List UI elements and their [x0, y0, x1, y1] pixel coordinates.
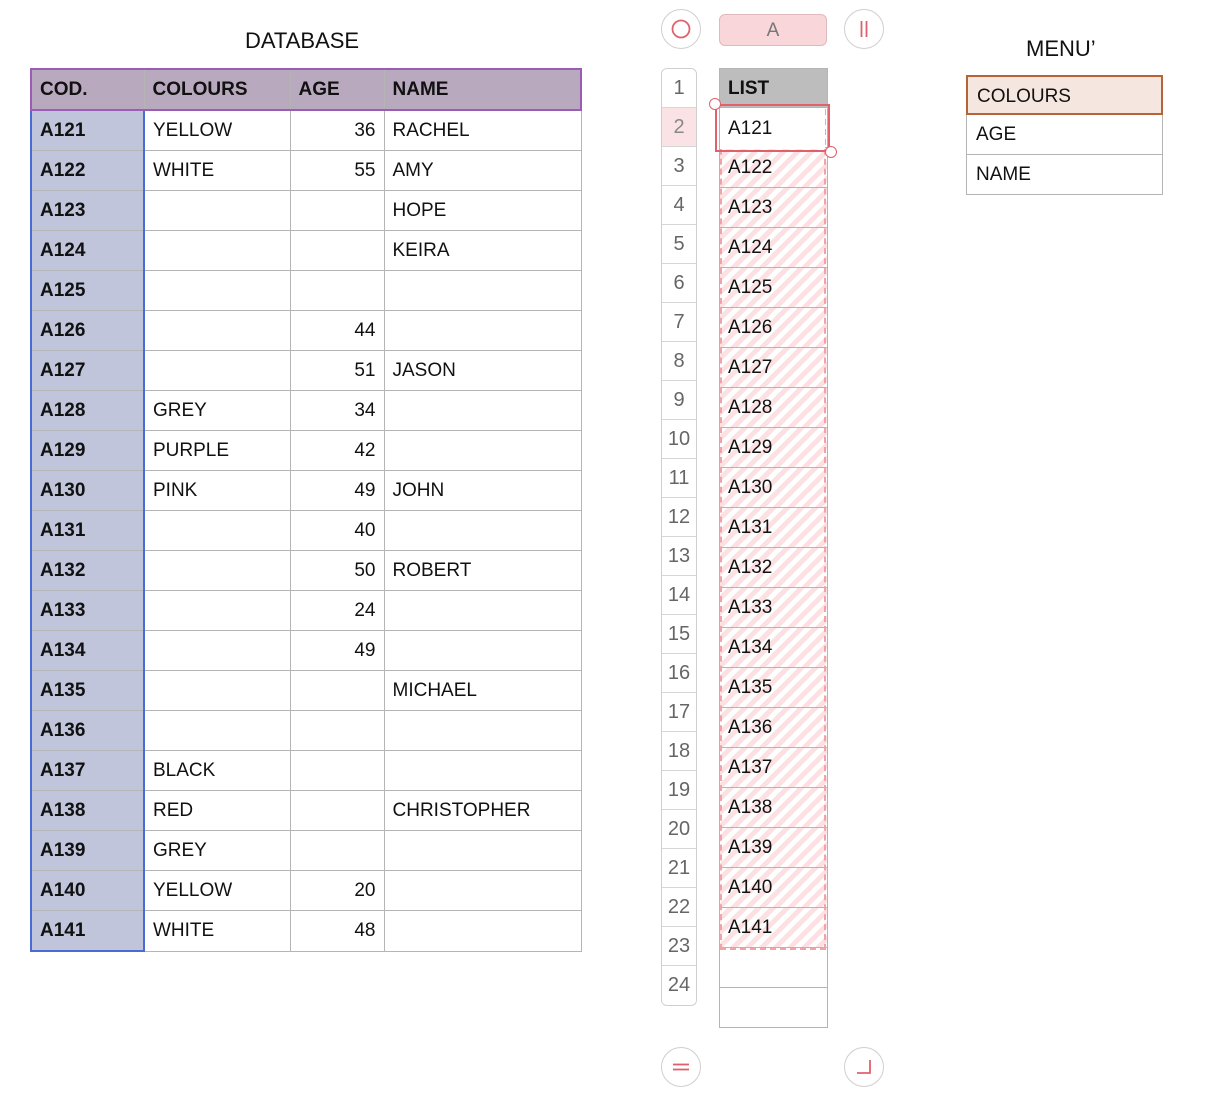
- list-cell[interactable]: A132: [719, 548, 828, 588]
- cell-age[interactable]: 51: [290, 351, 384, 391]
- cell-age[interactable]: 34: [290, 391, 384, 431]
- cell-age[interactable]: 44: [290, 311, 384, 351]
- cell-code[interactable]: A126: [31, 311, 144, 351]
- header-colours[interactable]: COLOURS: [144, 69, 290, 110]
- cell-name[interactable]: AMY: [384, 151, 581, 191]
- cell-age[interactable]: [290, 831, 384, 871]
- row-number[interactable]: 19: [662, 771, 696, 810]
- cell-colour[interactable]: GREY: [144, 831, 290, 871]
- list-cell[interactable]: A137: [719, 748, 828, 788]
- list-cell[interactable]: A140: [719, 868, 828, 908]
- table-row: [31, 551, 581, 591]
- cell-code[interactable]: A133: [31, 591, 144, 631]
- cell-age[interactable]: [290, 711, 384, 751]
- table-row: [31, 911, 581, 952]
- cell-name[interactable]: [384, 311, 581, 351]
- pause-button[interactable]: [844, 9, 884, 49]
- cell-colour[interactable]: PINK: [144, 471, 290, 511]
- list-cell[interactable]: A129: [719, 428, 828, 468]
- list-cell[interactable]: A125: [719, 268, 828, 308]
- database-title: DATABASE: [245, 28, 360, 53]
- cell-colour[interactable]: [144, 231, 290, 271]
- cell-colour[interactable]: [144, 591, 290, 631]
- list-cell[interactable]: A126: [719, 308, 828, 348]
- cell-colour[interactable]: [144, 271, 290, 311]
- row-number[interactable]: 20: [662, 810, 696, 849]
- list-cell[interactable]: A128: [719, 388, 828, 428]
- cell-age[interactable]: 49: [290, 631, 384, 671]
- row-number[interactable]: 15: [662, 615, 696, 654]
- table-row: [31, 511, 581, 551]
- selection-handle-start[interactable]: [709, 98, 721, 110]
- menu-item-age[interactable]: AGE: [966, 115, 1163, 155]
- cell-name[interactable]: CHRISTOPHER: [384, 791, 581, 831]
- row-number[interactable]: 22: [662, 888, 696, 927]
- cell-colour[interactable]: WHITE: [144, 151, 290, 191]
- cell-name[interactable]: [384, 911, 581, 952]
- cell-age[interactable]: [290, 671, 384, 711]
- cell-code[interactable]: A135: [31, 671, 144, 711]
- table-row: [31, 831, 581, 871]
- header-age[interactable]: AGE: [290, 69, 384, 110]
- cell-name[interactable]: HOPE: [384, 191, 581, 231]
- cell-code[interactable]: A128: [31, 391, 144, 431]
- pause-icon: [853, 18, 875, 40]
- table-row: [31, 791, 581, 831]
- list-cell[interactable]: A130: [719, 468, 828, 508]
- list-cell-empty[interactable]: [719, 948, 828, 988]
- cell-name[interactable]: [384, 871, 581, 911]
- table-row: [31, 711, 581, 751]
- cell-code[interactable]: A132: [31, 551, 144, 591]
- table-row: [31, 231, 581, 271]
- cell-colour[interactable]: [144, 311, 290, 351]
- table-row: [31, 631, 581, 671]
- cell-age[interactable]: 42: [290, 431, 384, 471]
- cell-code[interactable]: A122: [31, 151, 144, 191]
- table-row: [31, 351, 581, 391]
- table-row: [31, 271, 581, 311]
- cell-age[interactable]: 36: [290, 110, 384, 151]
- cell-age[interactable]: 24: [290, 591, 384, 631]
- row-number[interactable]: 9: [662, 381, 696, 420]
- list-cell[interactable]: A124: [719, 228, 828, 268]
- header-name[interactable]: NAME: [384, 69, 581, 110]
- list-cell[interactable]: A131: [719, 508, 828, 548]
- cell-code[interactable]: A140: [31, 871, 144, 911]
- list-cell[interactable]: A136: [719, 708, 828, 748]
- row-number[interactable]: 8: [662, 342, 696, 381]
- circle-icon: [670, 18, 692, 40]
- cell-code[interactable]: A125: [31, 271, 144, 311]
- table-row: [31, 431, 581, 471]
- cell-age[interactable]: [290, 791, 384, 831]
- row-number[interactable]: 18: [662, 732, 696, 771]
- cell-age[interactable]: 50: [290, 551, 384, 591]
- cell-name[interactable]: [384, 711, 581, 751]
- list-cell-empty[interactable]: [719, 988, 828, 1028]
- table-row: [31, 191, 581, 231]
- row-number[interactable]: 24: [662, 966, 696, 1005]
- row-number[interactable]: 10: [662, 420, 696, 459]
- menu-list: [966, 75, 1163, 195]
- corner-icon: [853, 1056, 875, 1078]
- cell-colour[interactable]: WHITE: [144, 911, 290, 952]
- cell-colour[interactable]: [144, 631, 290, 671]
- cell-name[interactable]: [384, 391, 581, 431]
- cell-code[interactable]: A138: [31, 791, 144, 831]
- cell-name[interactable]: [384, 831, 581, 871]
- cell-colour[interactable]: [144, 511, 290, 551]
- row-number[interactable]: 23: [662, 927, 696, 966]
- cell-colour[interactable]: BLACK: [144, 751, 290, 791]
- cell-age[interactable]: 40: [290, 511, 384, 551]
- row-number[interactable]: 7: [662, 303, 696, 342]
- cell-age[interactable]: 49: [290, 471, 384, 511]
- cell-colour[interactable]: PURPLE: [144, 431, 290, 471]
- cell-age[interactable]: [290, 231, 384, 271]
- cell-name[interactable]: JOHN: [384, 471, 581, 511]
- list-cell[interactable]: A141: [719, 908, 828, 948]
- row-number[interactable]: 13: [662, 537, 696, 576]
- list-cell[interactable]: A134: [719, 628, 828, 668]
- cell-colour[interactable]: YELLOW: [144, 110, 290, 151]
- cell-code[interactable]: A134: [31, 631, 144, 671]
- equals-icon: [670, 1056, 692, 1078]
- cell-code[interactable]: A127: [31, 351, 144, 391]
- row-number[interactable]: 12: [662, 498, 696, 537]
- row-number-selected[interactable]: 2: [662, 108, 696, 147]
- menu-item-name[interactable]: NAME: [966, 155, 1163, 195]
- cell-age[interactable]: 55: [290, 151, 384, 191]
- header-cod[interactable]: COD.: [31, 69, 144, 110]
- cell-name[interactable]: [384, 431, 581, 471]
- cell-code[interactable]: A129: [31, 431, 144, 471]
- cell-colour[interactable]: RED: [144, 791, 290, 831]
- list-cell[interactable]: A122: [719, 148, 828, 188]
- list-cell[interactable]: A127: [719, 348, 828, 388]
- row-number[interactable]: 16: [662, 654, 696, 693]
- table-row: [31, 311, 581, 351]
- table-row: [31, 671, 581, 711]
- cell-name[interactable]: [384, 751, 581, 791]
- cell-code[interactable]: A130: [31, 471, 144, 511]
- list-cell[interactable]: A139: [719, 828, 828, 868]
- row-number[interactable]: 3: [662, 147, 696, 186]
- cell-code[interactable]: A139: [31, 831, 144, 871]
- table-row: [31, 151, 581, 191]
- cell-name[interactable]: [384, 631, 581, 671]
- cell-code[interactable]: A124: [31, 231, 144, 271]
- cell-colour[interactable]: YELLOW: [144, 871, 290, 911]
- list-cell[interactable]: A123: [719, 188, 828, 228]
- cell-colour[interactable]: [144, 351, 290, 391]
- selection-handle-end[interactable]: [825, 146, 837, 158]
- cell-name[interactable]: JASON: [384, 351, 581, 391]
- table-row: [31, 110, 581, 151]
- cell-name[interactable]: [384, 511, 581, 551]
- database-table: [30, 68, 582, 952]
- cell-name[interactable]: KEIRA: [384, 231, 581, 271]
- column-header-a[interactable]: A: [719, 14, 827, 46]
- table-row: [31, 751, 581, 791]
- row-number[interactable]: 5: [662, 225, 696, 264]
- corner-button[interactable]: [844, 1047, 884, 1087]
- table-row: [31, 591, 581, 631]
- cell-age[interactable]: 20: [290, 871, 384, 911]
- cell-age[interactable]: 48: [290, 911, 384, 952]
- row-number[interactable]: 4: [662, 186, 696, 225]
- cell-colour[interactable]: [144, 711, 290, 751]
- cell-code[interactable]: A121: [31, 110, 144, 151]
- cell-age[interactable]: [290, 751, 384, 791]
- list-cell[interactable]: A135: [719, 668, 828, 708]
- list-column: [719, 68, 828, 1028]
- cell-name[interactable]: ROBERT: [384, 551, 581, 591]
- list-cell[interactable]: A138: [719, 788, 828, 828]
- cell-code[interactable]: A136: [31, 711, 144, 751]
- table-row: [31, 471, 581, 511]
- cell-name[interactable]: RACHEL: [384, 110, 581, 151]
- list-cell[interactable]: A133: [719, 588, 828, 628]
- cell-colour[interactable]: [144, 191, 290, 231]
- circle-button[interactable]: [661, 9, 701, 49]
- row-number[interactable]: 21: [662, 849, 696, 888]
- cell-age[interactable]: [290, 191, 384, 231]
- menu-item-colours[interactable]: COLOURS: [966, 75, 1163, 115]
- row-number-column: [661, 68, 697, 1006]
- cell-colour[interactable]: GREY: [144, 391, 290, 431]
- row-number[interactable]: 11: [662, 459, 696, 498]
- cell-code[interactable]: A131: [31, 511, 144, 551]
- menu-title: MENU’: [1026, 36, 1096, 61]
- list-header[interactable]: LIST: [719, 68, 828, 108]
- row-number[interactable]: 17: [662, 693, 696, 732]
- cell-code[interactable]: A123: [31, 191, 144, 231]
- cell-age[interactable]: [290, 271, 384, 311]
- selected-cell-value[interactable]: A121: [728, 118, 773, 139]
- cell-code[interactable]: A137: [31, 751, 144, 791]
- cell-colour[interactable]: [144, 671, 290, 711]
- row-number[interactable]: 14: [662, 576, 696, 615]
- equals-button[interactable]: [661, 1047, 701, 1087]
- cell-name[interactable]: MICHAEL: [384, 671, 581, 711]
- table-row: [31, 391, 581, 431]
- table-row: [31, 871, 581, 911]
- cell-name[interactable]: [384, 591, 581, 631]
- database-header-row: [31, 69, 581, 110]
- row-number[interactable]: 1: [662, 69, 696, 108]
- cell-code[interactable]: A141: [31, 911, 144, 952]
- cell-colour[interactable]: [144, 551, 290, 591]
- cell-name[interactable]: [384, 271, 581, 311]
- row-number[interactable]: 6: [662, 264, 696, 303]
